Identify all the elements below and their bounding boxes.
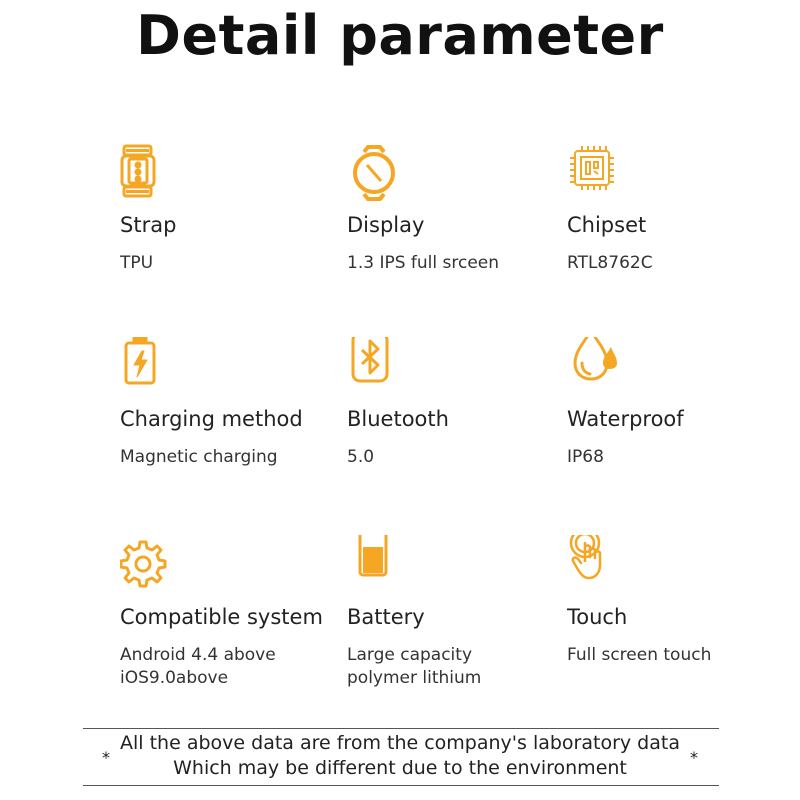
chip-icon [567, 143, 627, 203]
battery-icon [347, 535, 407, 595]
param-value: Full screen touch [567, 645, 712, 665]
param-label: Chipset [567, 213, 647, 237]
param-label: Display [347, 213, 425, 237]
param-label: Bluetooth [347, 407, 449, 431]
gear-icon [120, 535, 180, 595]
footer-star-right: * [690, 748, 698, 767]
watch-display-icon [347, 143, 407, 203]
footer-divider-bottom [83, 785, 719, 786]
param-label: Waterproof [567, 407, 684, 431]
footer-disclaimer [0, 731, 800, 781]
param-label: Charging method [120, 407, 303, 431]
footer-line-1: All the above data are from the company's laboratory data [120, 732, 680, 754]
param-value: 1.3 IPS full srceen [347, 253, 500, 273]
charging-icon [120, 337, 180, 397]
param-label: Compatible system [120, 605, 323, 629]
param-value: RTL8762C [567, 253, 653, 273]
param-value: IP68 [567, 447, 604, 467]
param-label: Battery [347, 605, 425, 629]
param-value: Android 4.4 above iOS9.0above [120, 645, 276, 688]
touch-hand-icon [567, 535, 627, 595]
page-title: Detail parameter [136, 4, 664, 67]
water-drop-icon [567, 337, 627, 397]
param-label: Strap [120, 213, 177, 237]
footer-divider-top [83, 728, 719, 729]
footer-star-left: * [102, 748, 110, 767]
bluetooth-icon [347, 337, 407, 397]
param-value: TPU [120, 253, 154, 273]
param-value: 5.0 [347, 447, 375, 467]
footer-line-2: Which may be different due to the environment [173, 757, 627, 779]
param-value: Large capacity polymer lithium [347, 645, 482, 688]
param-value: Magnetic charging [120, 447, 278, 467]
param-label: Touch [567, 605, 628, 629]
strap-icon [120, 143, 180, 203]
